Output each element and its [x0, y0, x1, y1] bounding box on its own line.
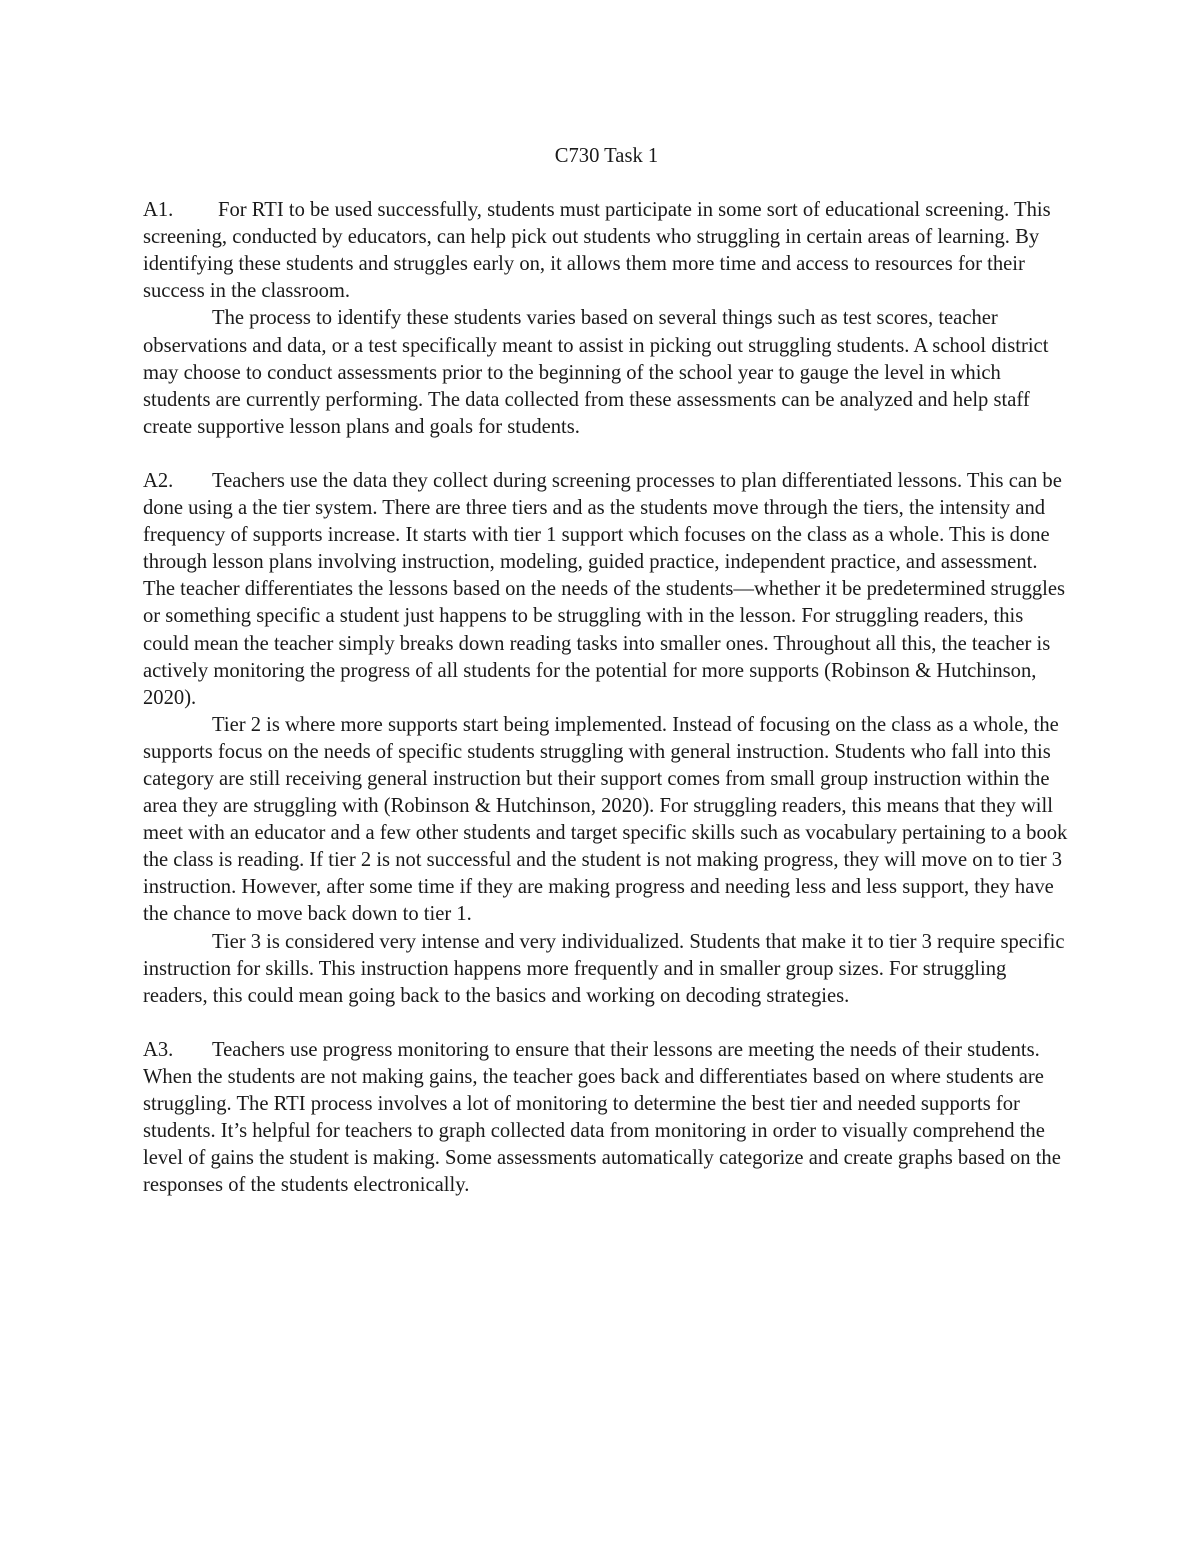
document-title: C730 Task 1 [554, 145, 659, 167]
paragraph-text: For RTI to be used successfully, students must participate in some sort of educational screening. This screening, conducted by educators, can help pick out students who struggling in certain areas of learning. By identifying these students and struggles early on, it allows them more time and access to resources for their success in the classroom. [143, 199, 1051, 303]
section-a2 [143, 468, 1068, 1010]
section-a3 [143, 1037, 1068, 1200]
paragraph: Tier 2 is where more supports start being implemented. Instead of focusing on the class as a whole, the supports focus on the needs of specific students struggling with general instruction. Students who fall into this category are still receiving general instruction but their support comes from small group instruction within the area they are struggling with (Robinson & Hutchinson, 2020). For struggling readers, this means that they will meet with an educator and a few other students and target specific skills such as vocabulary pertaining to a book the class is reading. If tier 2 is not successful and the student is not making progress, they will move on to tier 3 instruction. However, after some time if they are making progress and needing less and less support, they have the chance to move back down to tier 1. [143, 713, 1068, 926]
paragraph: The process to identify these students varies based on several things such as test scores, teacher observations and data, or a test specifically meant to assist in picking out struggling students. A school district may choose to conduct assessments prior to the beginning of the school year to gauge the level in which students are currently performing. The data collected from these assessments can be analyzed and help staff create supportive lesson plans and goals for students. [143, 307, 1049, 438]
section-label: A1. [143, 199, 174, 222]
paragraph: Tier 3 is considered very intense and very individualized. Students that make it to tier 3 require specific instruction for skills. This instruction happens more frequently and in smaller group sizes. For struggling readers, this could mean going back to the basics and working on decoding strategies. [143, 930, 1065, 1007]
paragraph-text: Teachers use the data they collect during screening processes to plan differentiated lessons. This can be done using a the tier system. There are three tiers and as the students move through the tiers, the intensity and frequency of supports increase. It starts with tier 1 support which focuses on the class as a whole. This is done through lesson plans involving instruction, modeling, guided practice, independent practice, and assessment. The teacher differentiates the lessons based on the needs of the students—whether it be predetermined struggles or something specific a student just happens to be struggling with in the lesson. For struggling readers, this could mean the teacher simply breaks down reading tasks into smaller ones. Throughout all this, the teacher is actively monitoring the progress of all students for the potential for more supports (Robinson & Hutchinson, 2020). [143, 469, 1066, 709]
section-a1 [143, 197, 1068, 441]
paragraph [143, 1037, 1068, 1200]
section-label: A3. [143, 1038, 174, 1061]
paragraph [143, 468, 1068, 712]
paragraph [143, 197, 1068, 305]
paragraph-text: Teachers use progress monitoring to ensure that their lessons are meeting the needs of their students. When the students are not making gains, the teacher goes back and differentiates based on where students are struggling. The RTI process involves a lot of monitoring to determine the best tier and needed supports for students. It’s helpful for teachers to graph collected data from monitoring in order to visually comprehend the level of gains the student is making. Some assessments automatically categorize and create graphs based on the responses of the students electronically. [143, 1038, 1061, 1197]
section-label: A2. [143, 469, 174, 492]
document-body [143, 143, 1068, 1199]
